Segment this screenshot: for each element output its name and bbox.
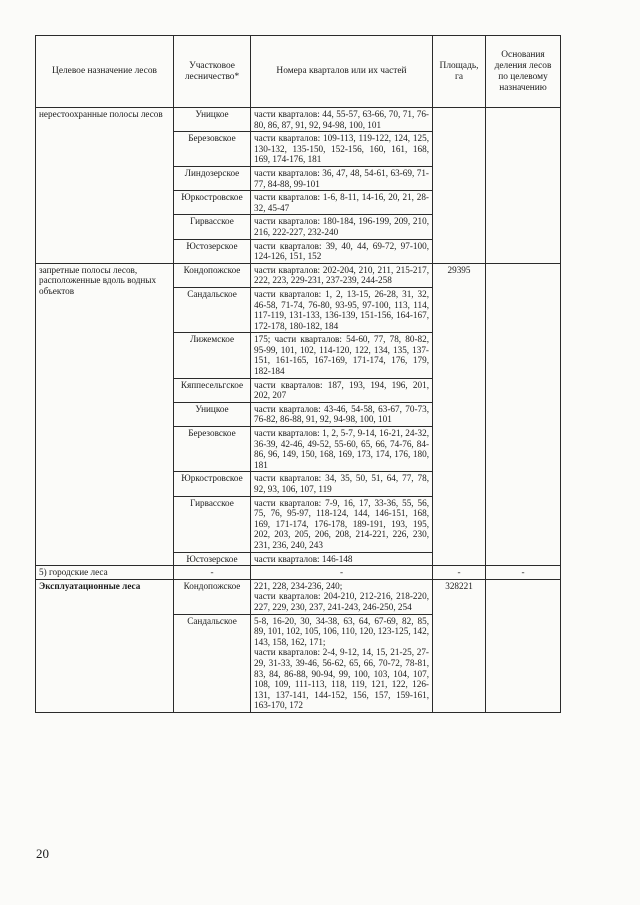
purpose-cell: 5) городские леса: [36, 566, 174, 580]
table-row: [36, 566, 561, 580]
quarters-cell: части кварталов: 1, 2, 13-15, 26-28, 31, 32, 46-58, 71-74, 76-80, 93-95, 97-100, 113, 114, 117-119, 131-133, 136-139, 151-156, 164-167, 172-178, 180-182, 184: [251, 287, 433, 332]
district-cell: Гирвасское: [174, 215, 251, 239]
district-cell: -: [174, 566, 251, 580]
quarters-cell: [251, 614, 433, 712]
district-cell: Лижемское: [174, 333, 251, 378]
quarters-cell: части кварталов: 202-204, 210, 211, 215-217, 222, 223, 229-231, 237-239, 244-258: [251, 263, 433, 287]
basis-cell: -: [486, 566, 561, 580]
district-cell: Кондопожское: [174, 579, 251, 614]
basis-cell: [486, 108, 561, 264]
district-cell: Березовское: [174, 132, 251, 167]
quarters-cell: части кварталов: 39, 40, 44, 69-72, 97-100, 124-126, 151, 152: [251, 239, 433, 263]
quarters-cell: части кварталов: 187, 193, 194, 196, 201, 202, 207: [251, 378, 433, 402]
table-row: [36, 108, 561, 132]
district-cell: Сандальское: [174, 287, 251, 332]
quarters-partial: части кварталов: 204-210, 212-216, 218-220, 227, 229, 230, 237, 241-243, 246-250, 254: [254, 591, 429, 612]
area-cell: -: [433, 566, 486, 580]
district-cell: Юстозерское: [174, 552, 251, 566]
basis-cell: [486, 579, 561, 712]
area-cell: 328221: [433, 579, 486, 712]
table-row: [36, 263, 561, 287]
header-basis: Основания деления лесов по целевому назначению: [486, 36, 561, 108]
quarters-cell: части кварталов: 1, 2, 5-7, 9-14, 16-21, 24-32, 36-39, 42-46, 49-52, 55-60, 65, 66, 74-76, 84-86, 96, 149, 150, 168, 169, 173, 174, 176, 180, 181: [251, 427, 433, 472]
area-cell: [433, 108, 486, 264]
table-row: [36, 579, 561, 614]
table-header-row: [36, 36, 561, 108]
header-quarters: Номера кварталов или их частей: [251, 36, 433, 108]
page-number: 20: [36, 846, 49, 861]
purpose-cell: запретные полосы лесов, расположенные вдоль водных объектов: [36, 263, 174, 565]
quarters-cell: -: [251, 566, 433, 580]
quarters-cell: 175; части кварталов: 54-60, 77, 78, 80-82, 95-99, 101, 102, 114-120, 122, 134, 135, 137-151, 161-165, 167-169, 171-174, 176, 179, 182-184: [251, 333, 433, 378]
quarters-cell: части кварталов: 44, 55-57, 63-66, 70, 71, 76-80, 86, 87, 91, 92, 94-98, 100, 101: [251, 108, 433, 132]
quarters-cell: части кварталов: 1-6, 8-11, 14-16, 20, 21, 28-32, 45-47: [251, 191, 433, 215]
quarters-partial: части кварталов: 2-4, 9-12, 14, 15, 21-25, 27-29, 31-33, 39-46, 56-62, 65, 66, 70-72, 78-81, 83, 84, 86-88, 90-94, 99, 100, 103, 104, 107, 108, 109, 111-113, 118, 119, 121, 122, 126-131, 137-141, 144-152, 156, 157, 159-161, 163-170, 172: [254, 647, 429, 711]
quarters-cell: части кварталов: 7-9, 16, 17, 33-36, 55, 56, 75, 76, 95-97, 118-124, 144, 146-151, 168, 169, 171-174, 176-178, 189-191, 193, 195, 202, 203, 205, 206, 208, 214-221, 226, 230, 231, 236, 240, 243: [251, 496, 433, 552]
quarters-cell: [251, 579, 433, 614]
forest-division-table: [35, 35, 561, 713]
district-cell: Кондопожское: [174, 263, 251, 287]
district-cell: Линдозерское: [174, 166, 251, 190]
basis-cell: [486, 263, 561, 565]
district-cell: Кяппесельгское: [174, 378, 251, 402]
area-cell: 29395: [433, 263, 486, 565]
quarters-full: 221, 228, 234-236, 240;: [254, 580, 343, 591]
quarters-cell: части кварталов: 36, 47, 48, 54-61, 63-69, 71-77, 84-88, 99-101: [251, 166, 433, 190]
district-cell: Уницкое: [174, 108, 251, 132]
quarters-cell: части кварталов: 180-184, 196-199, 209, 210, 216, 222-227, 232-240: [251, 215, 433, 239]
district-cell: Гирвасское: [174, 496, 251, 552]
quarters-cell: части кварталов: 109-113, 119-122, 124, 125, 130-132, 135-150, 152-156, 160, 161, 168, 169, 174-176, 181: [251, 132, 433, 167]
district-cell: Юркостровское: [174, 472, 251, 496]
quarters-cell: части кварталов: 34, 35, 50, 51, 64, 77, 78, 92, 93, 106, 107, 119: [251, 472, 433, 496]
header-purpose: Целевое назначение лесов: [36, 36, 174, 108]
district-cell: Юстозерское: [174, 239, 251, 263]
district-cell: Юркостровское: [174, 191, 251, 215]
district-cell: Уницкое: [174, 402, 251, 426]
purpose-cell: Эксплуатационные леса: [36, 579, 174, 712]
quarters-cell: части кварталов: 43-46, 54-58, 63-67, 70-73, 76-82, 86-88, 91, 92, 94-98, 100, 101: [251, 402, 433, 426]
district-cell: Березовское: [174, 427, 251, 472]
quarters-cell: части кварталов: 146-148: [251, 552, 433, 566]
quarters-full: 5-8, 16-20, 30, 34-38, 63, 64, 67-69, 82, 85, 89, 101, 102, 105, 106, 110, 120, 123-125, 142, 143, 158, 162, 171;: [254, 615, 429, 647]
district-cell: Сандальское: [174, 614, 251, 712]
purpose-cell: нерестоохранные полосы лесов: [36, 108, 174, 264]
header-district: Участковое лесничество*: [174, 36, 251, 108]
header-area: Площадь, га: [433, 36, 486, 108]
